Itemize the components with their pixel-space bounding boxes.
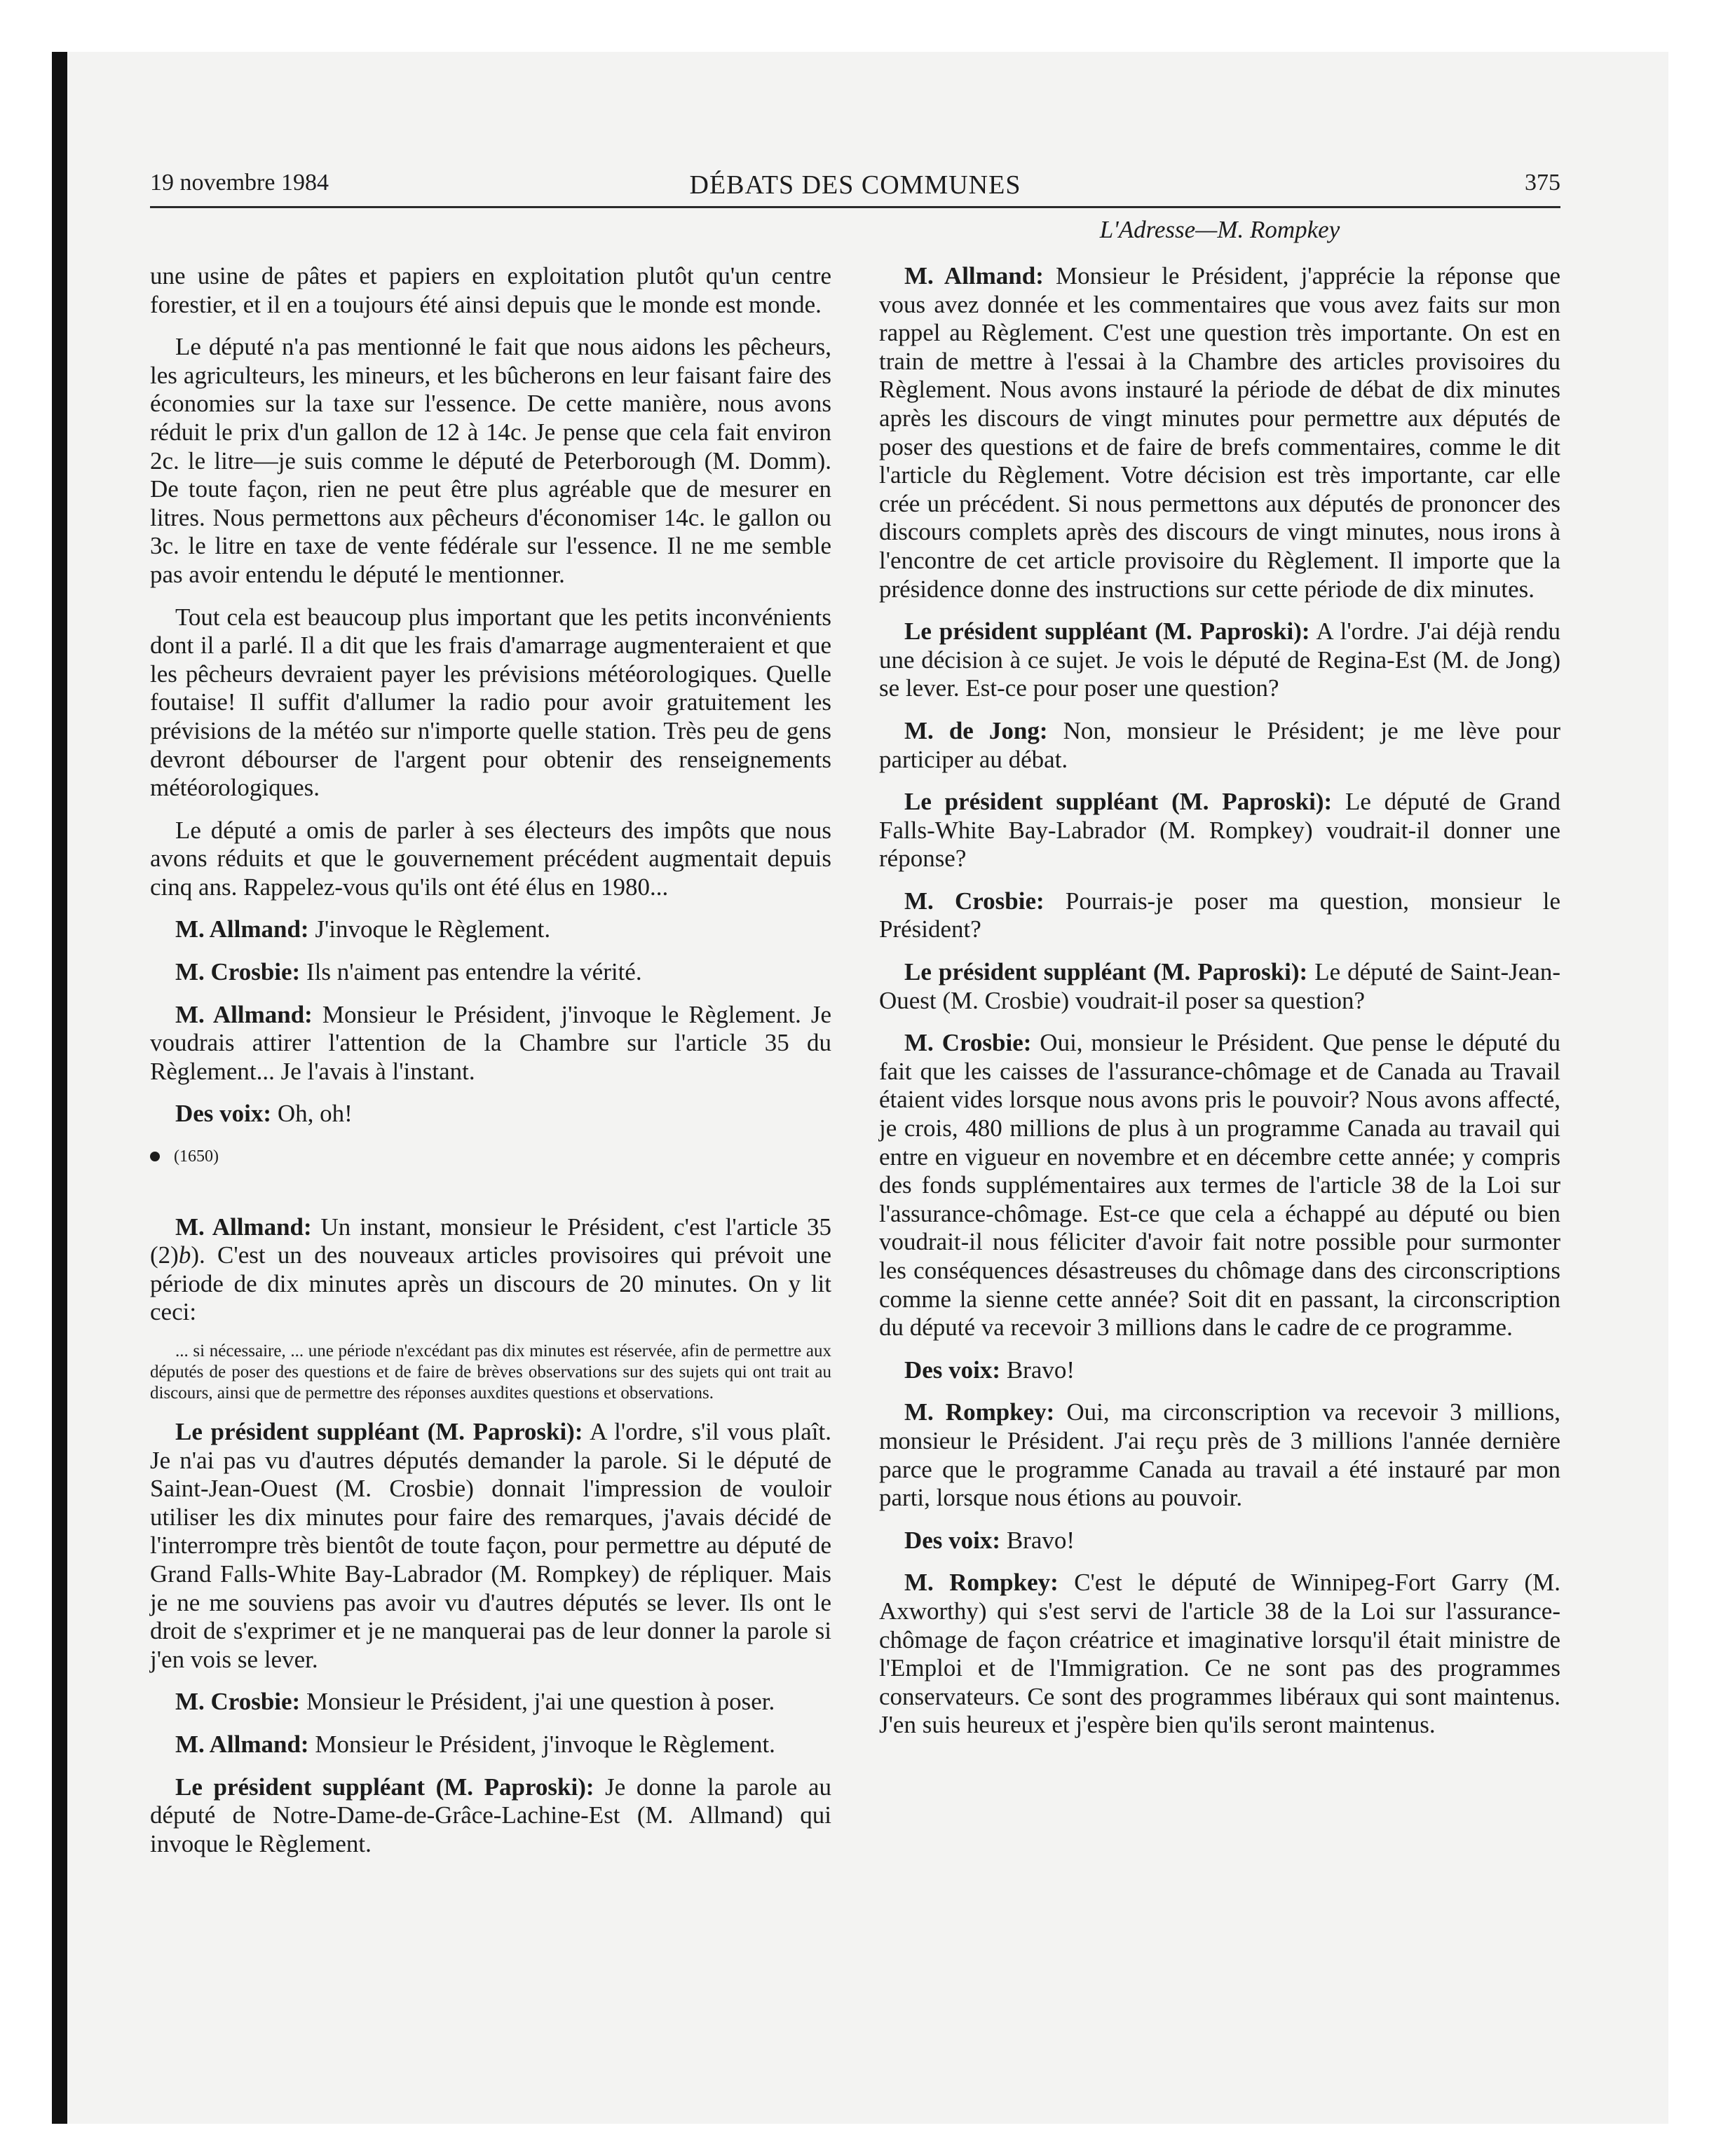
- speech-text: Je donne la parole au député de Notre-Dame-de-Grâce-Lachine-Est (M. Allmand) qui invoque le Règlement.: [150, 1773, 831, 1857]
- speech: [879, 1569, 1560, 1740]
- speaker-name: Le président suppléant (M. Paproski):: [904, 958, 1308, 986]
- speech-text: Le député de Grand Falls-White Bay-Labrador (M. Rompkey) voudrait-il donner une réponse?: [879, 788, 1560, 873]
- speaker-name: M. Crosbie:: [904, 1029, 1032, 1057]
- speech-text: Le député de Saint-Jean-Ouest (M. Crosbie) voudrait-il poser sa question?: [879, 958, 1560, 1014]
- speech: [150, 958, 831, 987]
- speech-text: Monsieur le Président, j'apprécie la réponse que vous avez donnée et les commentaires que vous avez faits sur mon rappel au Règlement. C'est une question très importante. On est en train de mettre à l'essai à la Chambre des articles provisoires du Règlement. Nous avons instauré la période de débat de dix minutes après les discours de vingt minutes pour permettre aux députés de poser des questions et de faire de brefs commentaires, comme le dit l'article du Règlement. Votre décision est très importante, car elle crée un précédent. Si nous permettons aux députés de prononcer des discours complets après des discours de vingt minutes, nous irons à l'encontre de cet article provisoire du Règlement. Il importe que la présidence donne des instructions sur cette période de dix minutes.: [879, 262, 1560, 603]
- running-subheader: L'Adresse—M. Rompkey: [1099, 216, 1340, 243]
- speech-text: Pourrais-je poser ma question, monsieur le Président?: [879, 887, 1560, 943]
- speech: [879, 618, 1560, 703]
- block-quote: ... si nécessaire, ... une période n'excédant pas dix minutes est réservée, afin de permettre aux députés de poser des questions et de faire de brèves observations sur des sujets qui ont trait au discours, ainsi que de permettre des réponses auxdites questions et observations.: [150, 1342, 831, 1403]
- speaker-name: Le président suppléant (M. Paproski):: [175, 1418, 583, 1445]
- speech-text: Oui, monsieur le Président. Que pense le député du fait que les caisses de l'assurance-chômage et de Canada au Travail étaient vides lorsque nous avons pris le pouvoir? Nous avons affecté, je crois, 480 millions de plus à un programme Canada au travail qui entre en vigueur en novembre et en décembre cette année; y compris des fonds supplémentaires aux termes de l'article 38 de la Loi sur l'assurance-chômage. Est-ce que cela a échappé au député ou bien voudrait-il nous féliciter d'avoir fait notre possible pour surmonter les conséquences désastreuses du chômage dans des circonscriptions comme la sienne cette année? Soit dit en passant, la circonscription du député va recevoir 3 millions dans le cadre de ce programme.: [879, 1029, 1560, 1342]
- speech: [879, 887, 1560, 944]
- speaker-name: Le président suppléant (M. Paproski):: [904, 788, 1333, 816]
- speech-text: Monsieur le Président, j'invoque le Règlement.: [308, 1730, 775, 1758]
- speech: [879, 262, 1560, 603]
- speaker-name: Le président suppléant (M. Paproski):: [175, 1773, 594, 1801]
- speaker-name: Des voix:: [175, 1100, 272, 1128]
- speaker-name: Le président suppléant (M. Paproski):: [904, 618, 1310, 646]
- right-column: [879, 262, 1560, 1754]
- speech-text: A l'ordre. J'ai déjà rendu une décision à ce sujet. Je vois le député de Regina-Est (M. de Jong) se lever. Est-ce pour poser une question?: [879, 618, 1560, 702]
- speech: [150, 1688, 831, 1717]
- speech: [879, 788, 1560, 873]
- speech-text: Oui, ma circonscription va recevoir 3 millions, monsieur le Président. J'ai reçu près de 3 millions l'année dernière parce que le programme Canada au travail a été instauré par mon parti, lorsque nous étions au pouvoir.: [879, 1398, 1560, 1512]
- speech: [879, 958, 1560, 1015]
- speaker-name: M. Crosbie:: [904, 887, 1045, 915]
- speech: [150, 1731, 831, 1759]
- speech: [150, 1773, 831, 1859]
- header-title: DÉBATS DES COMMUNES: [689, 170, 1021, 200]
- paragraph: une usine de pâtes et papiers en exploitation plutôt qu'un centre forestier, et il en a toujours été ainsi depuis que le monde est monde.: [150, 262, 831, 318]
- paragraph: Le député a omis de parler à ses électeurs des impôts que nous avons réduits et que le gouvernement précédent augmentait depuis cinq ans. Rappelez-vous qu'ils ont été élus en 1980...: [150, 816, 831, 901]
- speech: [879, 717, 1560, 774]
- bullet-icon: [150, 1152, 160, 1161]
- speaker-name: M. Allmand:: [175, 915, 309, 943]
- speech: [879, 1398, 1560, 1512]
- speech: [150, 1100, 831, 1128]
- paragraph: Le député n'a pas mentionné le fait que nous aidons les pêcheurs, les agriculteurs, les mineurs, et les bûcherons en leur faisant faire des économies sur la taxe sur l'essence. De cette manière, nous avons réduit le prix d'un gallon de 12 à 14c. Je pense que cela fait environ 2c. le litre—je suis comme le député de Peterborough (M. Domm). De toute façon, rien ne peut être plus agréable que de mesurer en litres. Nous permettons aux pêcheurs d'économiser 14c. le gallon ou 3c. le litre en taxe de vente fédérale sur l'essence. Il ne me semble pas avoir entendu le député le mentionner.: [150, 333, 831, 588]
- speaker-name: M. Allmand:: [175, 1213, 312, 1241]
- speech-text: Bravo!: [1000, 1526, 1075, 1554]
- speech-text: Non, monsieur le Président; je me lève pour participer au débat.: [879, 716, 1560, 773]
- speaker-name: M. Crosbie:: [175, 1688, 301, 1716]
- header-date: 19 novembre 1984: [150, 170, 329, 196]
- speech-text-italic: b: [178, 1241, 191, 1269]
- paragraph: Tout cela est beaucoup plus important que les petits inconvénients dont il a parlé. Il a dit que les frais d'amarrage augmenteraient et que les pêcheurs devraient payer les prévisions météorologiques. Quelle foutaise! Il suffit d'allumer la radio pour avoir gratuitement les prévisions de la météo sur n'importe quelle station. Très peu de gens devront débourser de l'argent pour obtenir des renseignements météorologiques.: [150, 603, 831, 802]
- speaker-name: M. Allmand:: [175, 1730, 309, 1758]
- speech-text: Oh, oh!: [271, 1100, 353, 1128]
- speech-text: A l'ordre, s'il vous plaît. Je n'ai pas vu d'autres députés demander la parole. Si le député de Saint-Jean-Ouest (M. Crosbie) donnait l'impression de vouloir utiliser les dix minutes pour faire des remarques, j'avais décidé de l'interrompre très bientôt de toute façon, pour permettre au député de Grand Falls-White Bay-Labrador (M. Rompkey) de répliquer. Mais je ne me souviens pas avoir vu d'autres députés se lever. Ils ont le droit de s'exprimer et je ne manquerai pas de leur donner la parole si j'en vois se lever.: [150, 1418, 831, 1673]
- left-column: [150, 262, 831, 1872]
- scan-edge-bar: [52, 52, 67, 2124]
- speech-text: Bravo!: [1000, 1356, 1075, 1384]
- speech-text: ). C'est un des nouveaux articles provisoires qui prévoit une période de dix minutes après un discours de 20 minutes. On y lit ceci:: [150, 1241, 831, 1326]
- speech-text: Un instant, monsieur le Président, c'est l'article 35 (2): [150, 1213, 831, 1269]
- speech-text: C'est le député de Winnipeg-Fort Garry (M. Axworthy) qui s'est servi de l'article 38 de la Loi sur l'assurance-chômage de façon créatrice et imaginative lorsqu'il était ministre de l'Emploi et de l'Immigration. Ce ne sont pas des programmes conservateurs. Ce sont des programmes libéraux qui sont maintenus. J'en suis heureux et j'espère bien qu'ils seront maintenus.: [879, 1569, 1560, 1739]
- speaker-name: M. Rompkey:: [904, 1398, 1055, 1426]
- speaker-name: M. Allmand:: [904, 262, 1044, 289]
- speech-text: J'invoque le Règlement.: [308, 915, 551, 943]
- speaker-name: M. Rompkey:: [904, 1569, 1059, 1597]
- speech-text: Monsieur le Président, j'ai une question à poser.: [300, 1688, 775, 1716]
- speech: [150, 915, 831, 944]
- speaker-name: Des voix:: [904, 1526, 1001, 1554]
- speech: [150, 1213, 831, 1327]
- speech: [879, 1356, 1560, 1385]
- speech: [879, 1029, 1560, 1342]
- speech-text: Ils n'aiment pas entendre la vérité.: [300, 958, 642, 986]
- speaker-name: M. de Jong:: [904, 716, 1048, 744]
- speech: [879, 1527, 1560, 1555]
- timestamp-text: (1650): [174, 1147, 219, 1166]
- speaker-name: Des voix:: [904, 1356, 1001, 1384]
- speech: [150, 1001, 831, 1086]
- header-page-number: 375: [1525, 170, 1560, 196]
- timestamp-marker: [150, 1142, 831, 1171]
- speech: [150, 1418, 831, 1674]
- speaker-name: M. Crosbie:: [175, 958, 301, 986]
- speaker-name: M. Allmand:: [175, 1000, 313, 1028]
- speech-text: Monsieur le Président, j'invoque le Règlement. Je voudrais attirer l'attention de la Chambre sur l'article 35 du Règlement... Je l'avais à l'instant.: [150, 1000, 831, 1085]
- page-header: [150, 170, 1560, 208]
